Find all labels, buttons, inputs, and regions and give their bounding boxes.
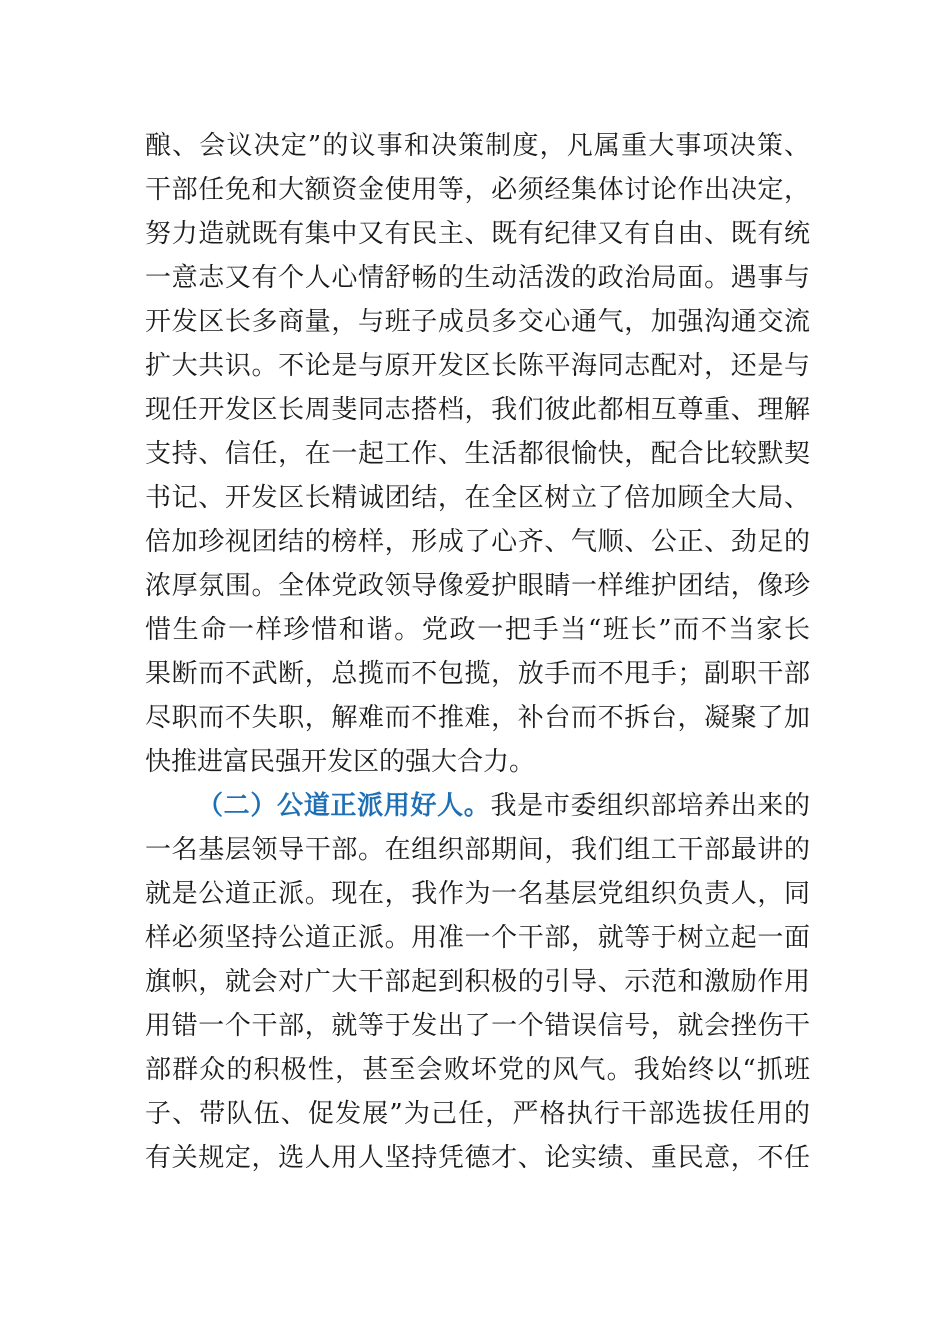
- text-line: 努力造就既有集中又有民主、既有纪律又有自由、既有统: [145, 219, 810, 249]
- text-line: 样必须坚持公道正派。用准一个干部，就等于树立起一面: [145, 923, 810, 953]
- body-text: [145, 124, 810, 1180]
- text-line: 有关规定，选人用人坚持凭德才、论实绩、重民意，不任: [145, 1143, 810, 1173]
- text-line: 部群众的积极性，甚至会败坏党的风气。我始终以“抓班: [145, 1055, 810, 1085]
- section-first-line: [145, 784, 810, 828]
- text-line: 书记、开发区长精诚团结，在全区树立了倍加顾全大局、: [145, 483, 810, 513]
- text-line: 浓厚氛围。全体党政领导像爱护眼睛一样维护团结，像珍: [145, 571, 810, 601]
- text-line: 一意志又有个人心情舒畅的生动活泼的政治局面。遇事与: [145, 263, 810, 293]
- text-line: 倍加珍视团结的榜样，形成了心齐、气顺、公正、劲足的: [145, 527, 810, 557]
- text-line: 就是公道正派。现在，我作为一名基层党组织负责人，同: [145, 879, 810, 909]
- section-heading: （二）公道正派用好人。: [197, 791, 491, 821]
- text-line: 扩大共识。不论是与原开发区长陈平海同志配对，还是与: [145, 351, 810, 381]
- section-first-line-text: 我是市委组织部培养出来的: [490, 791, 810, 821]
- text-line: 快推进富民强开发区的强大合力。: [145, 747, 536, 777]
- text-line: 尽职而不失职，解难而不推难，补台而不拆台，凝聚了加: [145, 703, 810, 733]
- text-line: 干部任免和大额资金使用等，必须经集体讨论作出决定，: [145, 175, 810, 205]
- text-line: 用错一个干部，就等于发出了一个错误信号，就会挫伤干: [145, 1011, 810, 1041]
- text-line: 旗帜，就会对广大干部起到积极的引导、示范和激励作用: [145, 967, 810, 997]
- text-line: 现任开发区长周斐同志搭档，我们彼此都相互尊重、理解: [145, 395, 810, 425]
- text-line: 果断而不武断，总揽而不包揽，放手而不甩手；副职干部: [145, 659, 810, 689]
- text-line: 支持、信任，在一起工作、生活都很愉快，配合比较默契: [145, 439, 810, 469]
- text-line: 子、带队伍、促发展”为己任，严格执行干部选拔任用的: [145, 1099, 810, 1129]
- text-line: 酿、会议决定”的议事和决策制度，凡属重大事项决策、: [145, 131, 810, 161]
- text-line: 惜生命一样珍惜和谐。党政一把手当“班长”而不当家长: [145, 615, 810, 645]
- text-line: 开发区长多商量，与班子成员多交心通气，加强沟通交流: [145, 307, 810, 337]
- text-line: 一名基层领导干部。在组织部期间，我们组工干部最讲的: [145, 835, 810, 865]
